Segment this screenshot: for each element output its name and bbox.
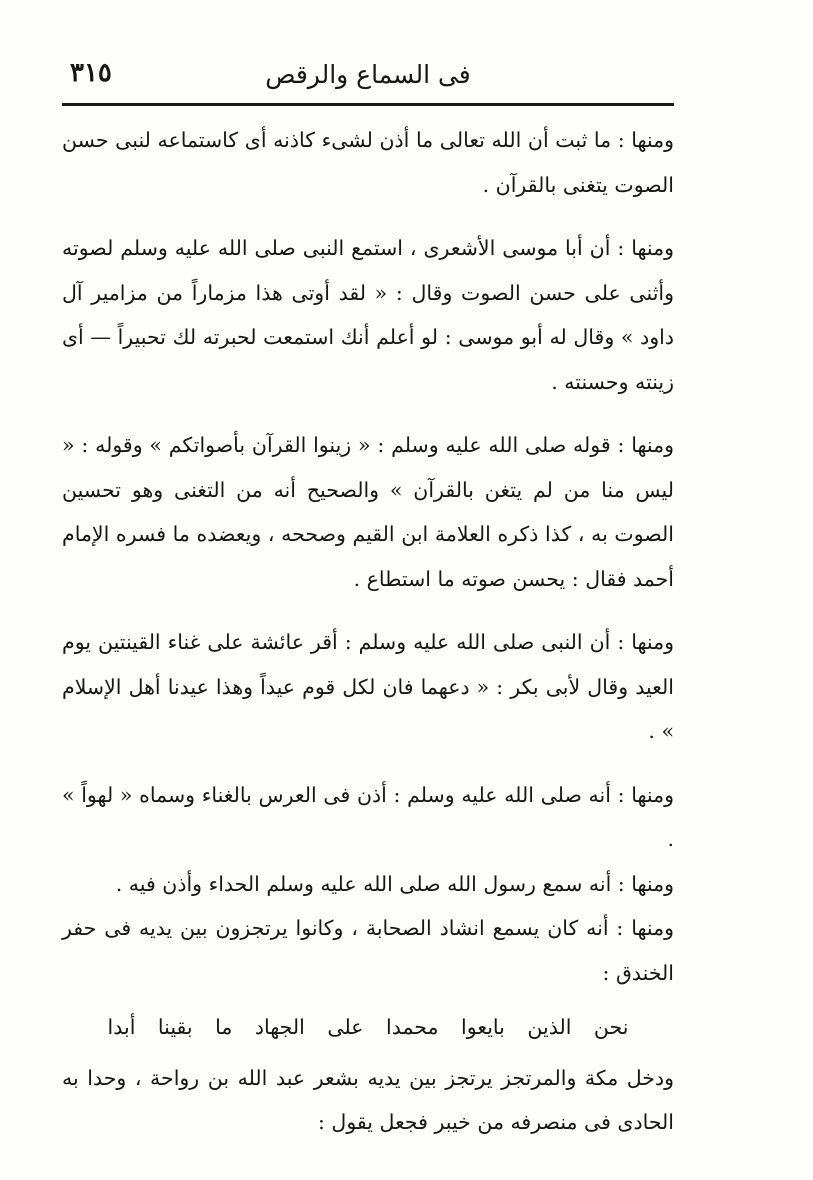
header-rule — [62, 103, 674, 106]
paragraph-6: ومنها : أنه سمع رسول الله صلى الله عليه وسلم الحداء وأذن فيه . — [115, 871, 674, 896]
paragraph-7: ومنها : أنه كان يسمع انشاد الصحابة ، وكانوا يرتجزون بين يديه فى حفر الخندق : — [62, 916, 674, 985]
poem-verse: نحن الذين بايعوا محمدا على الجهاد ما بقينا أبدا — [107, 1015, 629, 1039]
running-title: فى السماع والرقص — [265, 60, 471, 89]
paragraph-5: ومنها : أنه صلى الله عليه وسلم : أذن فى العرس بالغناء وسماه « لهواً » . — [62, 782, 674, 851]
paragraph-4: ومنها : أن النبى صلى الله عليه وسلم : أقر عائشة على غناء القينتين يوم العيد وقال لأبى بكر : « دعهما فان لكل قوم عيداً وهذا عيدنا أهل الإسلام » . — [62, 630, 674, 743]
closing-paragraph: ودخل مكة والمرتجز يرتجز بين يديه بشعر عبد الله بن رواحة ، وحدا به الحادى فى منصرفه من خيبر فجعل يقول : — [62, 1065, 674, 1134]
page-header — [62, 54, 674, 94]
paragraph-3: ومنها : قوله صلى الله عليه وسلم : « زينوا القرآن بأصواتكم » وقوله : « ليس منا من لم يتغن بالقرآن » والصحيح أنه من التغنى وهو تحسين الصوت به ، كذا ذكره العلامة ابن القيم وصححه ، ويعضده ما فسره الإمام أحمد فقال : يحسن صوته ما استطاع . — [62, 433, 674, 591]
paragraph-1: ومنها : ما ثبت أن الله تعالى ما أذن لشىء كاذنه أى كاستماعه لنبى حسن الصوت يتغنى بالقرآن . — [62, 128, 674, 197]
paragraph-2: ومنها : أن أبا موسى الأشعرى ، استمع النبى صلى الله عليه وسلم لصوته وأثنى على حسن الصوت وقال : « لقد أوتى هذا مزماراً من مزامير آل داود » وقال له أبو موسى : لو أعلم أنك استمعت لحبرته لك تحبيراً — أى زينته وحسنته . — [62, 236, 674, 394]
page-number: ٣١٥ — [70, 58, 112, 88]
body-text — [62, 118, 674, 1145]
